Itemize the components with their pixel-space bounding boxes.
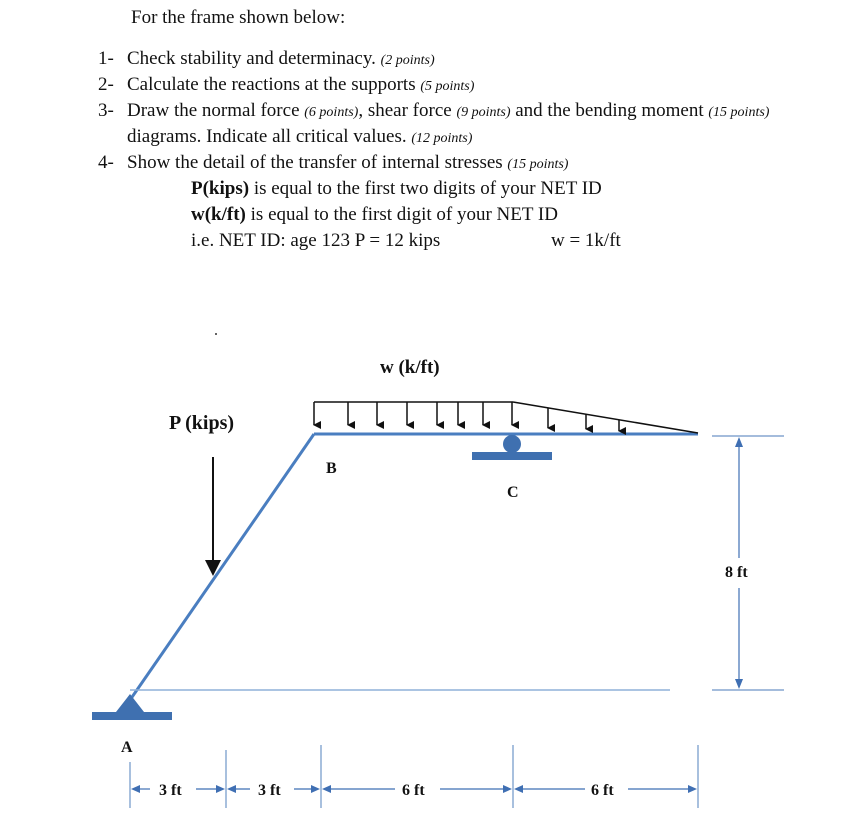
label-node-a: A (121, 739, 133, 756)
item-points: (15 points) (507, 157, 569, 172)
note-example-w: w = 1k/ft (551, 230, 621, 251)
item-number: 1- (98, 48, 114, 69)
item-label: and the bending moment (515, 100, 704, 121)
roller-support-c (472, 435, 552, 460)
distributed-load (314, 402, 698, 433)
label-w: w (k/ft) (380, 357, 440, 378)
label-node-b: B (326, 460, 337, 477)
label-span-2: 3 ft (258, 782, 281, 799)
item-label: , shear force (358, 100, 452, 121)
item-points: (6 points) (304, 105, 359, 120)
item-points: (9 points) (456, 105, 511, 120)
note-w-label: w(k/ft) (191, 204, 246, 225)
item-label: Draw the normal force (127, 100, 300, 121)
item-points: (15 points) (708, 105, 770, 120)
label-node-c: C (507, 484, 519, 501)
height-dimension (712, 436, 784, 690)
item-label: Calculate the reactions at the supports (127, 74, 416, 95)
note-example: i.e. NET ID: age 123 P = 12 kips (191, 230, 441, 251)
label-span-4: 6 ft (591, 782, 614, 799)
label-span-3: 6 ft (402, 782, 425, 799)
item-number: 4- (98, 152, 114, 173)
note-p-label: P(kips) (191, 178, 250, 199)
item-points: (12 points) (411, 131, 473, 146)
item-label: Check stability and determinacy. (127, 48, 376, 69)
point-load-p (205, 457, 221, 576)
item-label: Show the detail of the transfer of internal stresses (127, 152, 503, 173)
member-ab (130, 434, 314, 700)
item-number: 2- (98, 74, 114, 95)
pin-support-a (92, 694, 172, 720)
note-p-text: is equal to the first two digits of your NET ID (253, 178, 602, 199)
item-number: 3- (98, 100, 114, 121)
note-w-text: is equal to the first digit of your NET ID (250, 204, 558, 225)
stray-dot (215, 333, 217, 335)
item-points: (2 points) (380, 53, 435, 68)
label-p: P (kips) (169, 412, 235, 434)
item-points: (5 points) (420, 79, 475, 94)
item-label: diagrams. Indicate all critical values. (127, 126, 407, 147)
label-span-1: 3 ft (159, 782, 182, 799)
intro-text: For the frame shown below: (131, 7, 346, 28)
label-height: 8 ft (725, 564, 748, 581)
